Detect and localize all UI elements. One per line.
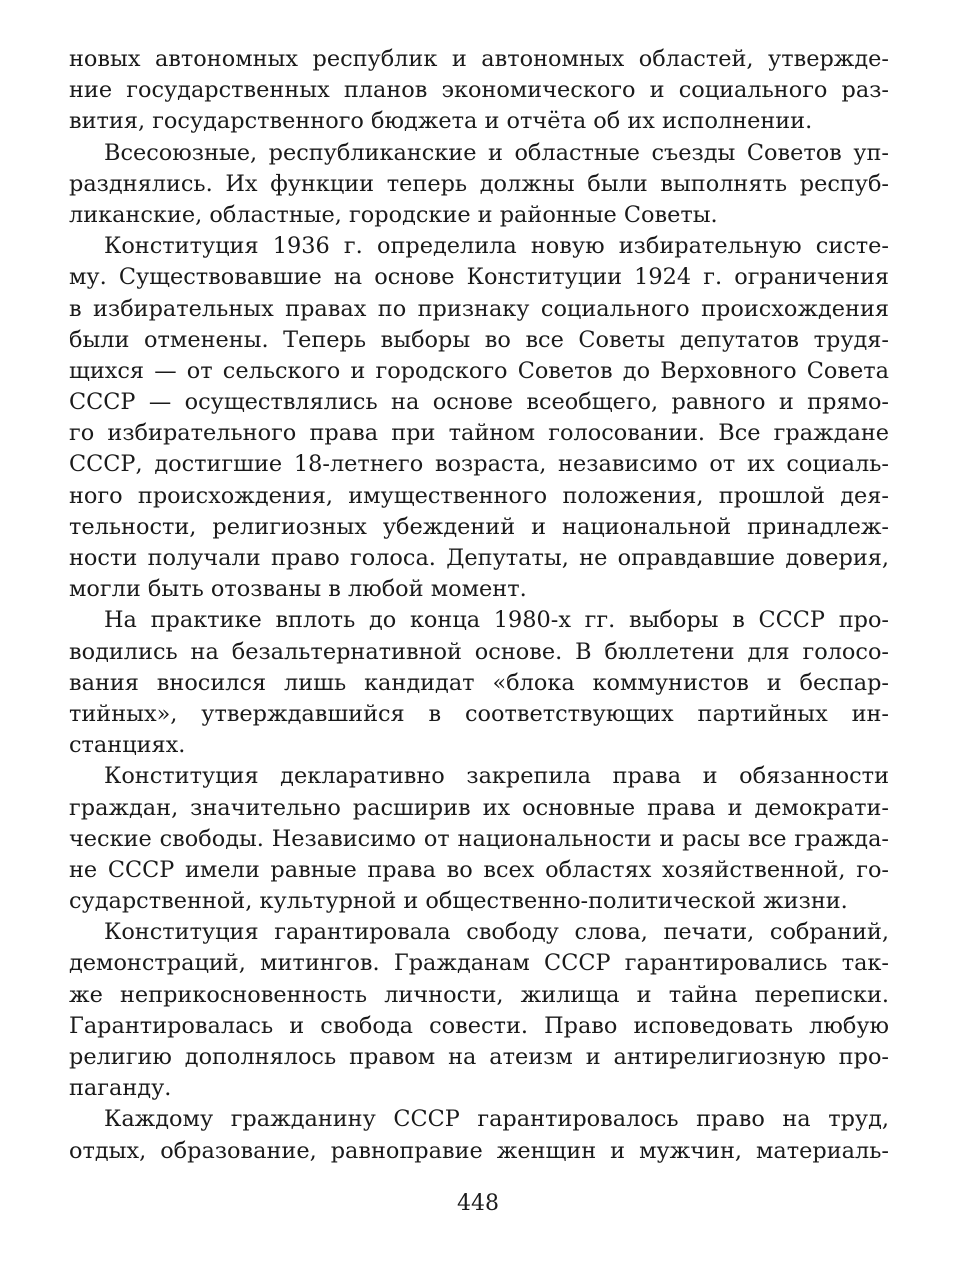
text-line: Конституция гарантировала свободу слова, печати, собраний, (104, 919, 889, 946)
text-line: демонстраций, митингов. Гражданам СССР гарантировались так- (69, 950, 889, 977)
text-line: религию дополнялось правом на атеизм и антирелигиозную про- (69, 1044, 889, 1070)
text-line: му. Существовавшие на основе Конституции 1924 г. ограничения (69, 264, 889, 291)
text-line: тийных», утверждавшийся в соответствующих партийных ин- (69, 700, 889, 727)
text-line: могли быть отозваны в любой момент. (69, 576, 527, 603)
text-line: СССР, достигшие 18-летнего возраста, независимо от их социаль- (69, 451, 889, 478)
text-line: Конституция декларативно закрепила права и обязанности (104, 763, 889, 790)
text-line: сударственной, культурной и общественно-политической жизни. (69, 888, 848, 915)
text-line: Конституция 1936 г. определила новую избирательную систе- (104, 233, 889, 260)
text-line: ликанские, областные, городские и районные Советы. (69, 201, 718, 228)
text-line: разднялись. Их функции теперь должны были выполнять респуб- (69, 170, 889, 197)
text-line: станциях. (69, 732, 186, 759)
text-line: го избирательного права при тайном голосовании. Все граждане (69, 420, 889, 447)
text-line: паганду. (69, 1075, 172, 1102)
page-number: 448 (457, 1191, 499, 1216)
text-line: были отменены. Теперь выборы во все Советы депутатов трудя- (69, 326, 889, 353)
text-line: Всесоюзные, республиканские и областные съезды Советов уп- (104, 139, 889, 166)
text-line: ного происхождения, имущественного положения, прошлой дея- (69, 482, 889, 509)
body-text (69, 44, 889, 1167)
text-line: Гарантировалась и свобода совести. Право исповедовать любую (69, 1012, 889, 1039)
text-line: новых автономных республик и автономных областей, утвержде- (69, 46, 889, 72)
text-line: ние государственных планов экономического и социального раз- (69, 77, 889, 104)
text-line: граждан, значительно расширив их основные права и демократи- (69, 794, 889, 821)
text-line: СССР — осуществлялись на основе всеобщего, равного и прямо- (69, 389, 889, 416)
text-line: тельности, религиозных убеждений и национальной принадлеж- (69, 513, 889, 540)
text-line: вития, государственного бюджета и отчёта об их исполнении. (69, 108, 813, 135)
text-line: щихся — от сельского и городского Советов до Верховного Совета (69, 357, 889, 384)
text-line: в избирательных правах по признаку социального происхождения (69, 295, 889, 322)
text-line: ческие свободы. Независимо от национальности и расы все гражда- (69, 825, 889, 852)
text-line: водились на безальтернативной основе. В бюллетени для голосо- (69, 638, 889, 665)
text-line: отдых, образование, равноправие женщин и мужчин, материаль- (69, 1137, 889, 1164)
text-line: вания вносился лишь кандидат «блока коммунистов и беспар- (69, 669, 889, 696)
text-line: не СССР имели равные права во всех областях хозяйственной, го- (69, 856, 889, 883)
text-line: ности получали право голоса. Депутаты, не оправдавшие доверия, (69, 545, 889, 571)
text-line: На практике вплоть до конца 1980-х гг. выборы в СССР про- (104, 607, 889, 634)
text-line: Каждому гражданину СССР гарантировалось право на труд, (104, 1106, 889, 1133)
text-line: же неприкосновенность личности, жилища и тайна переписки. (69, 981, 889, 1008)
